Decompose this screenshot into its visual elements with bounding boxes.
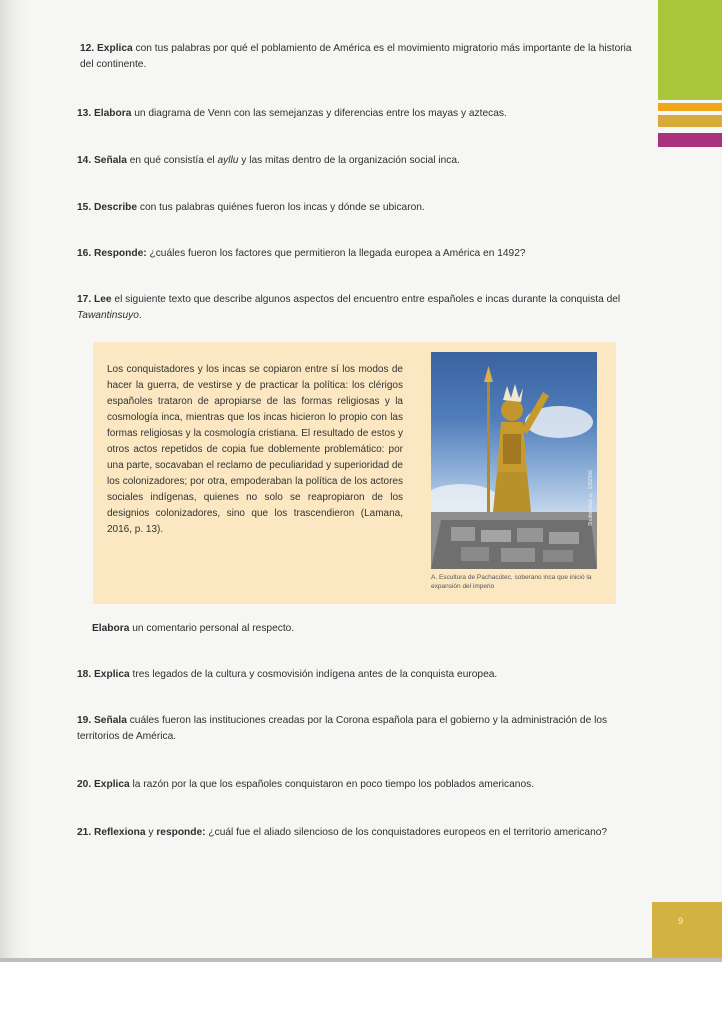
question-16 [77,246,637,262]
question-text: . [138,310,142,321]
question-text: ¿cuál fue el aliado silencioso de los conquistadores europeos en el territorio americano? [205,827,608,838]
question-number: 15. [77,202,92,213]
question-verb: Reflexiona [94,827,146,838]
statue-illustration [431,352,597,569]
quote-box [93,342,616,604]
question-18 [77,667,637,683]
question-text: y [145,827,157,838]
color-tab-green [658,0,722,100]
question-number: 13. [77,108,92,119]
question-20 [77,777,637,793]
question-text: tres legados de la cultura y cosmovisión indígena antes de la conquista europea. [129,669,498,680]
question-text: un diagrama de Venn con las semejanzas y diferencias entre los mayas y aztecas. [131,108,507,119]
term-tawantinsuyo: Tawantinsuyo [77,310,139,321]
photo-caption: A. Escultura de Pachacútec, soberano inca que inició la expansión del imperio [431,574,592,590]
question-21 [77,825,637,841]
question-number: 18. [77,669,92,680]
question-verb: responde: [156,827,206,838]
question-13 [77,106,637,122]
color-tab-magenta [658,133,722,147]
instruction-text: un comentario personal al respecto. [129,623,295,634]
page-bottom-edge [0,958,722,962]
question-19 [77,713,637,745]
instruction-verb: Elabora [92,623,130,634]
page-number: 9 [678,916,684,926]
question-number: 16. [77,248,92,259]
quote-text: Los conquistadores y los incas se copiaron entre sí los modos de hacer la guerra, de vestirse y de practicar la política: los clérigos españoles trataron de apropiarse de las formas religiosas y la cosmología inca, mientras que los incas hicieron lo propio con las formas religiosas y la cosmología cristiana. El resultado de estos y otros actos repetidos de copia fue doblemente problemático: por una parte, socavaban el reclamo de peculiaridad y superioridad de los colonizadores; por otra, empoderaban la política de los actores sociales indígenas, quienes no solo se reapropiaron de los designios colonizadores, sino que los trascendieron (Lamana, 2016, p. 13). [107,364,403,535]
question-12 [80,41,640,73]
question-verb: Explica [97,43,133,54]
page-corner-tab [652,902,722,958]
term-ayllu: ayllu [217,155,239,166]
question-verb: Describe [94,202,138,213]
question-text: con tus palabras quiénes fueron los incas y dónde se ubicaron. [137,202,425,213]
question-text: y las mitas dentro de la organización social inca. [238,155,460,166]
page-binding-shadow [0,0,30,962]
question-number: 12. [80,43,95,54]
question-verb: Explica [94,779,130,790]
question-17 [77,292,632,324]
question-verb: Responde: [94,248,147,259]
question-number: 19. [77,715,92,726]
question-number: 14. [77,155,92,166]
question-text: en qué consistía el [126,155,218,166]
question-15 [77,200,637,216]
question-verb: Explica [94,669,130,680]
question-text: el siguiente texto que describe algunos aspectos del encuentro entre españoles e incas durante la conquista del [111,294,621,305]
question-verb: Señala [94,715,127,726]
question-verb: Lee [94,294,112,305]
question-number: 21. [77,827,92,838]
elabora-instruction [92,621,294,637]
question-number: 17. [77,294,92,305]
question-14 [77,153,637,169]
question-verb: Elabora [94,108,132,119]
question-text: la razón por la que los españoles conquistaron en poco tiempo los poblados americanos. [129,779,535,790]
question-text: con tus palabras por qué el poblamiento de América es el movimiento migratorio más importante de la historia del continente. [80,43,632,70]
question-number: 20. [77,779,92,790]
photo-credit: Shutterstock ® 1082106 [588,470,594,527]
color-tab-mustard [658,115,722,127]
color-tab-orange [658,103,722,111]
question-verb: Señala [94,155,127,166]
question-text: cuáles fueron las instituciones creadas por la Corona española para el gobierno y la administración de los territorios de América. [77,715,608,742]
question-text: ¿cuáles fueron los factores que permitieron la llegada europea a América en 1492? [146,248,526,259]
pachacutec-statue-photo [431,352,597,569]
